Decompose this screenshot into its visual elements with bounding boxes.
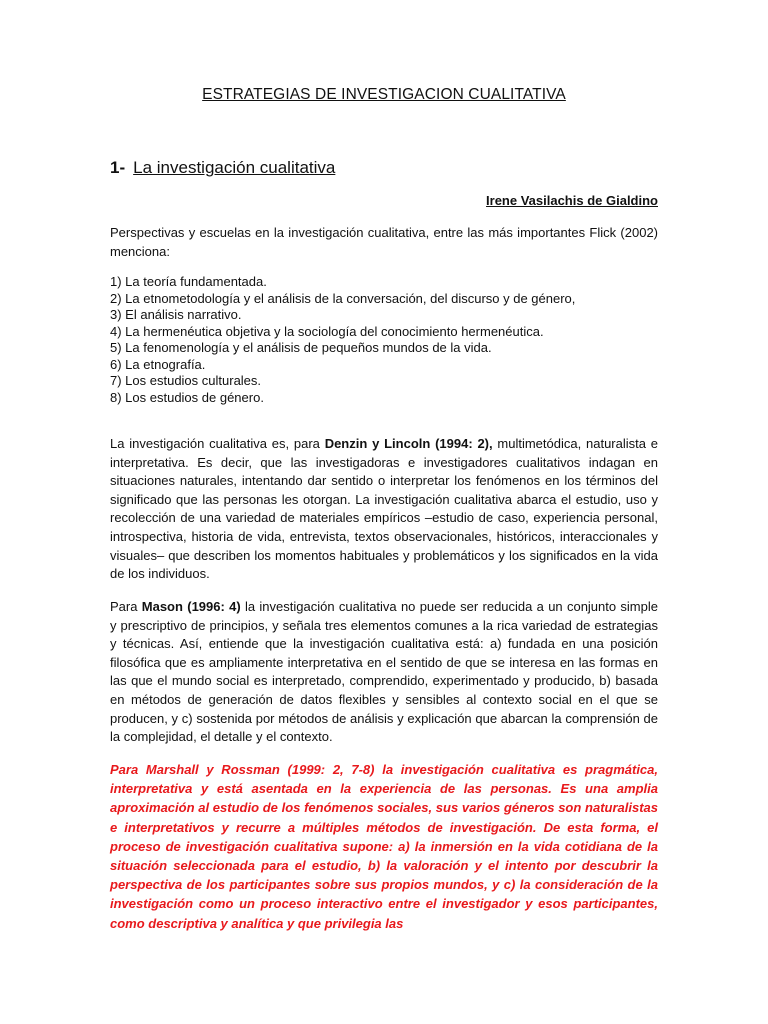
- author-name: Irene Vasilachis de Gialdino: [486, 193, 658, 208]
- section-number: 1-: [110, 158, 126, 177]
- document-title: ESTRATEGIAS DE INVESTIGACION CUALITATIVA: [202, 86, 566, 103]
- list-item: 1) La teoría fundamentada.: [110, 274, 267, 289]
- citation-mason: Mason (1996: 4): [141, 599, 241, 614]
- list-item: 6) La etnografía.: [110, 356, 206, 372]
- paragraph-marshall-rossman-highlighted: Para Marshall y Rossman (1999: 2, 7-8) la investigación cualitativa es pragmática, interpretativa y está asentada en la experiencia de las personas. Es una amplia aproximación al estudio de los fenómenos sociales, sus varios géneros son naturalistas e interpretativos y recurre a múltiples métodos de investigación. De esta forma, el proceso de investigación cualitativa supone: a) la inmersión en la vida cotidiana de la situación seleccionada para el estudio, b) la valoración y el intento por descubrir la perspectiva de los participantes sobre sus propios mundos, y c) la consideración de la investigación como un proceso interactivo entre el investigador y esos participantes, como descriptiva y analítica y que privilegia las: [110, 762, 658, 931]
- list-item: 3) El análisis narrativo.: [110, 307, 242, 322]
- paragraph-mason: [110, 598, 658, 747]
- section-heading: [110, 158, 335, 178]
- list-item: 7) Los estudios culturales.: [110, 373, 262, 388]
- list-item: 8) Los estudios de género.: [110, 389, 264, 405]
- para2-text-start: Para: [110, 599, 142, 614]
- list-item: 5) La fenomenología y el análisis de pequeños mundos de la vida.: [110, 340, 492, 355]
- para2-text-rest: la investigación cualitativa no puede ser reducida a un conjunto simple y prescriptivo de principios, y señala tres elementos comunes a la rica variedad de estrategias y técnicas. Así, entiende que la investigación cualitativa está: a) fundada en una posición filosófica que es ampliamente interpretativa en el sentido de que se interesa en las formas en las que el mundo social es interpretado, comprendido, experimentado y producido, b) basada en métodos de generación de datos flexibles y sensibles al contexto social en el que se producen, y c) sostenida por métodos de análisis y explicación que abarcan la comprensión de la complejidad, el detalle y el contexto.: [110, 599, 658, 745]
- list-item: 2) La etnometodología y el análisis de la conversación, del discurso y de género,: [110, 290, 576, 306]
- citation-denzin-lincoln: Denzin y Lincoln (1994: 2),: [324, 436, 493, 451]
- para1-text-start: La investigación cualitativa es, para: [110, 436, 325, 451]
- paragraph-denzin-lincoln: [110, 435, 658, 584]
- section-title: La investigación cualitativa: [133, 158, 336, 177]
- schools-list: [110, 274, 658, 406]
- intro-paragraph: Perspectivas y escuelas en la investigación cualitativa, entre las más importantes Flick (2002) menciona:: [110, 225, 658, 259]
- document-page: [110, 0, 658, 1024]
- para1-text-rest: multimetódica, naturalista e interpretativa. Es decir, que las investigadoras e investigadores cualitativos indagan en situaciones naturales, intentando dar sentido o interpretar los fenómenos en los términos del significado que las personas les otorgan. La investigación cualitativa abarca el estudio, uso y recolección de una variedad de materiales empíricos –estudio de caso, experiencia personal, introspectiva, historia de vida, entrevista, textos observacionales, históricos, interaccionales y visuales– que describen los momentos habituales y problemáticos y los significados en la vida de los individuos.: [110, 436, 658, 582]
- list-item: 4) La hermenéutica objetiva y la sociología del conocimiento hermenéutica.: [110, 323, 544, 339]
